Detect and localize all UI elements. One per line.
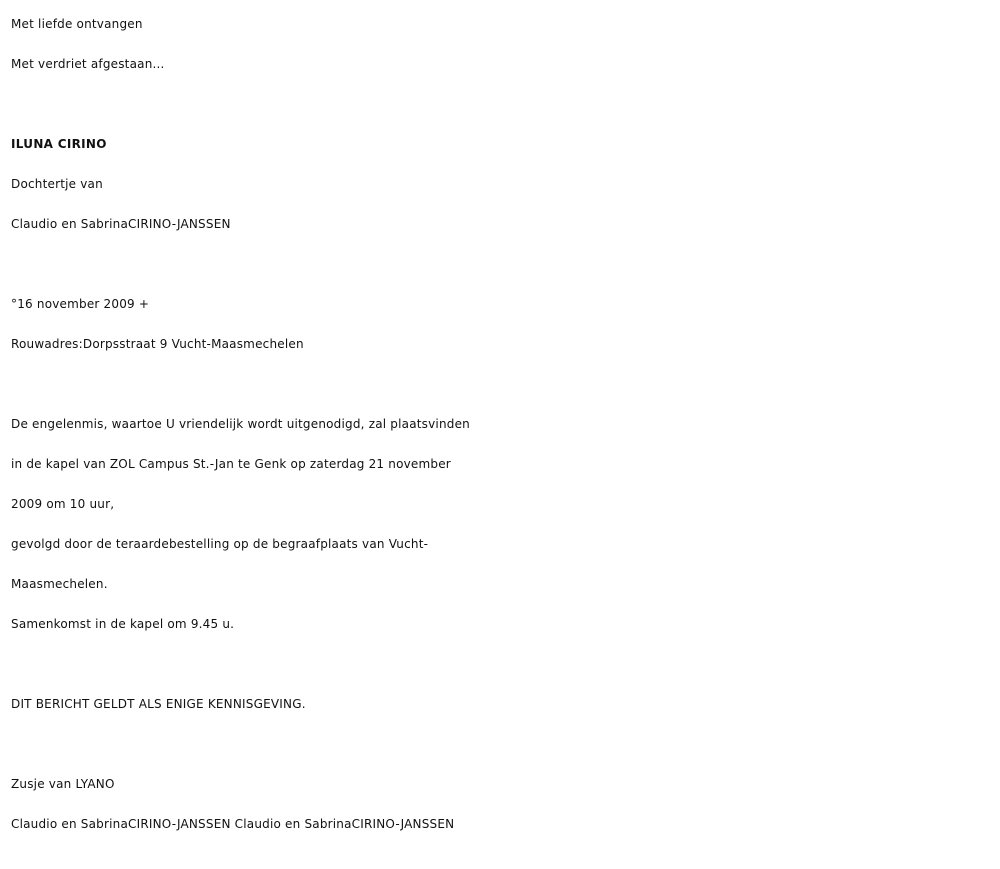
intro-line-2: Met verdriet afgestaan... [11,57,165,71]
spacer [11,244,996,284]
relation-text: Dochtertje van [11,177,103,191]
ceremony-line-6: Samenkomst in de kapel om 9.45 u. [11,617,235,631]
ceremony-line-5: Maasmechelen. [11,577,108,591]
birth-date: °16 november 2009 + [11,297,150,311]
ceremony-line-3: 2009 om 10 uur, [11,497,115,511]
ceremony-line-2: in de kapel van ZOL Campus St.-Jan te Genk op zaterdag 21 november [11,457,451,471]
ceremony-line-4: gevolgd door de teraardebestelling op de begraafplaats van Vucht- [11,537,429,551]
parents-text: Claudio en SabrinaCIRINO-JANSSEN [11,217,231,231]
spacer [11,364,996,404]
notice-statement: DIT BERICHT GELDT ALS ENIGE KENNISGEVING. [11,697,306,711]
deceased-name: ILUNA CIRINO [11,137,107,151]
family-line-1: Zusje van LYANO [11,777,115,791]
spacer [11,724,996,764]
mourning-address: Rouwadres:Dorpsstraat 9 Vucht-Maasmechelen [11,337,304,351]
intro-line-1: Met liefde ontvangen [11,17,143,31]
obituary-notice [11,4,996,844]
ceremony-line-1: De engelenmis, waartoe U vriendelijk wordt uitgenodigd, zal plaatsvinden [11,417,470,431]
spacer [11,644,996,684]
family-line-2: Claudio en SabrinaCIRINO-JANSSEN Claudio en SabrinaCIRINO-JANSSEN [11,817,455,831]
